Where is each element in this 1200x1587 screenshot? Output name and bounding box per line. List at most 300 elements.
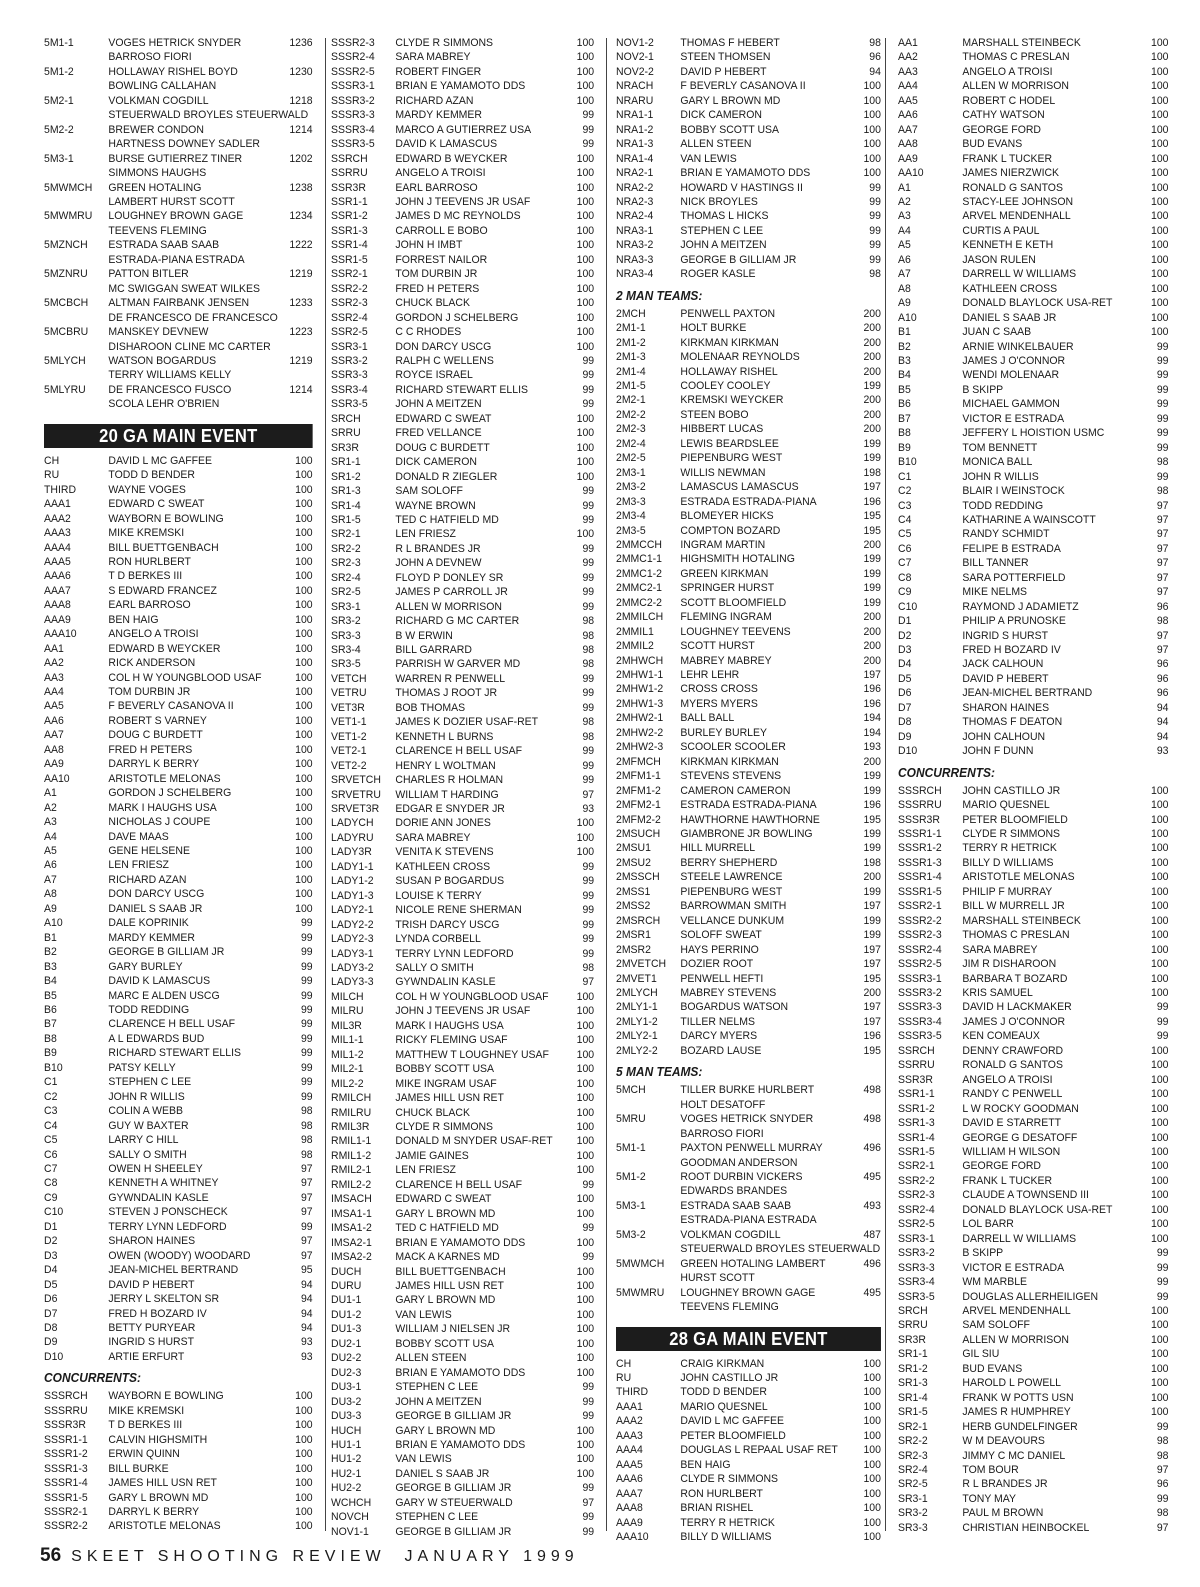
result-row — [44, 94, 313, 108]
result-row — [616, 408, 881, 422]
score: 100 — [295, 859, 313, 872]
shooter-name: VAN LEWIS — [680, 152, 737, 165]
result-row — [898, 914, 1168, 928]
score: 200 — [863, 336, 881, 349]
result-row — [331, 1019, 594, 1033]
score: 496 — [863, 1142, 881, 1155]
score: 100 — [1150, 1348, 1169, 1361]
shooter-name: BARBARA T BOZARD — [962, 972, 1068, 985]
class-code: MIL2-1 — [331, 1063, 364, 1076]
shooter-name: WATSON BOGARDUS — [108, 354, 217, 367]
score: 100 — [1150, 65, 1169, 78]
result-row — [331, 1510, 594, 1524]
score: 100 — [295, 1404, 313, 1417]
result-row — [616, 108, 881, 122]
result-row — [331, 1525, 594, 1539]
result-row — [616, 726, 881, 740]
result-row — [44, 1061, 313, 1075]
score: 100 — [576, 210, 595, 223]
result-row — [331, 686, 594, 700]
class-code: 5MWMRU — [44, 210, 93, 223]
class-code: AA5 — [44, 700, 64, 713]
section-heading: 2 MAN TEAMS: — [616, 287, 703, 303]
result-row — [616, 1414, 881, 1428]
class-code: C1 — [898, 470, 912, 483]
score: 99 — [300, 960, 313, 973]
result-row — [44, 1133, 313, 1147]
result-row — [898, 195, 1168, 209]
result-row — [331, 1409, 594, 1423]
result-row — [331, 152, 594, 166]
shooter-name: WARREN R PENWELL — [395, 672, 506, 685]
result-row — [616, 1443, 881, 1457]
class-code: 2MMC1-1 — [616, 553, 663, 566]
score: 99 — [582, 933, 595, 946]
class-code: 2MHWCH — [616, 654, 664, 667]
class-code: SSRRU — [898, 1059, 935, 1072]
shooter-name: RICKY FLEMING USAF — [395, 1034, 508, 1047]
score: 195 — [863, 1044, 881, 1057]
class-code: SSR3-3 — [898, 1261, 935, 1274]
result-row — [898, 36, 1168, 50]
shooter-name: SARA MABREY — [395, 51, 471, 64]
result-row — [44, 830, 313, 844]
class-code: NRARU — [616, 94, 654, 107]
score: 100 — [576, 817, 595, 830]
shooter-name: ANGELO A TROISI — [962, 1073, 1053, 1086]
result-row — [898, 1174, 1168, 1188]
score: 100 — [576, 1106, 595, 1119]
shooter-name: BRIAN E YAMAMOTO DDS — [395, 80, 526, 93]
shooter-name: MIKE KREMSKI — [108, 1404, 185, 1417]
score: 99 — [582, 701, 595, 714]
result-row — [898, 1362, 1168, 1376]
shooter-name: FELIPE B ESTRADA — [962, 542, 1061, 555]
class-code: B5 — [898, 383, 911, 396]
shooter-name: FORREST NAILOR — [395, 253, 488, 266]
result-row — [331, 238, 594, 252]
result-row — [331, 166, 594, 180]
shooter-name: DARRELL W WILLIAMS — [962, 1232, 1077, 1245]
score: 99 — [582, 1395, 595, 1408]
result-row — [898, 1261, 1168, 1275]
shooter-name: COLIN A WEBB — [108, 1105, 183, 1118]
score: 100 — [1150, 929, 1169, 942]
class-code: C4 — [898, 513, 912, 526]
class-code: 2MLY1-2 — [616, 1015, 658, 1028]
score: 100 — [863, 123, 881, 136]
shooter-name: MOLENAAR REYNOLDS — [680, 351, 800, 364]
class-code: B6 — [44, 1004, 57, 1016]
score: 100 — [295, 772, 313, 785]
shooter-name: MIKE NELMS — [962, 586, 1028, 599]
result-row — [898, 166, 1168, 180]
score: 100 — [576, 1294, 595, 1307]
class-code: HU1-2 — [331, 1453, 362, 1466]
class-code: NOV1-2 — [616, 37, 654, 49]
result-row — [616, 1083, 881, 1097]
result-row — [898, 1318, 1168, 1332]
score: 199 — [863, 437, 881, 450]
result-row — [616, 928, 881, 942]
shooter-name: JAMES HILL USN RET — [395, 1279, 504, 1292]
class-code: SSR2-1 — [898, 1160, 935, 1173]
score: 99 — [582, 1525, 595, 1538]
result-row — [331, 730, 594, 744]
shooter-name: JAMES K DOZIER USAF-RET — [395, 716, 539, 729]
shooter-name: LOUISE K TERRY — [395, 889, 482, 902]
score: 99 — [582, 600, 595, 613]
class-code: AA7 — [898, 123, 918, 136]
shooter-name: STEPHEN C LEE — [395, 1511, 479, 1524]
result-row — [898, 1521, 1168, 1535]
score: 197 — [863, 943, 881, 956]
score: 200 — [863, 394, 881, 407]
score: 100 — [295, 1448, 313, 1461]
result-row — [616, 209, 881, 223]
class-code: SRCH — [331, 412, 361, 425]
shooter-name: T D BERKES III — [108, 1419, 183, 1432]
result-row — [616, 336, 881, 350]
score: 96 — [1156, 658, 1169, 671]
result-row — [898, 527, 1168, 541]
shooter-name: GREEN HOTALING — [108, 181, 202, 194]
result-row — [898, 972, 1168, 986]
score: 100 — [1150, 1362, 1169, 1375]
score: 100 — [295, 1505, 313, 1518]
score: 100 — [863, 1458, 881, 1471]
result-row — [898, 957, 1168, 971]
class-code: 2MLYCH — [616, 987, 658, 999]
score: 199 — [863, 828, 881, 841]
shooter-name: LOUGHNEY BROWN GAGE — [108, 210, 244, 223]
shooter-name: THOMAS C PRESLAN — [962, 51, 1070, 64]
shooter-name: MARSHALL STEINBECK — [962, 37, 1081, 49]
result-row — [898, 311, 1168, 325]
class-code: NRA1-2 — [616, 123, 654, 136]
result-row — [616, 827, 881, 841]
class-code: AA9 — [44, 758, 64, 771]
shooter-name: TOM BENNETT — [962, 441, 1038, 454]
score: 100 — [1150, 109, 1169, 122]
class-code: C9 — [44, 1191, 58, 1204]
class-code: LADY3-2 — [331, 962, 374, 974]
score: 100 — [863, 1400, 881, 1413]
shooter-name: STEVENS STEVENS — [680, 770, 782, 783]
class-code: AA8 — [898, 138, 918, 151]
result-row — [44, 1350, 313, 1364]
result-row — [44, 1234, 313, 1248]
result-row — [331, 1351, 594, 1365]
result-row — [331, 195, 594, 209]
class-code: SSSR1-3 — [898, 856, 942, 869]
shooter-name: PATSY KELLY — [108, 1061, 176, 1074]
score: 100 — [295, 1390, 313, 1403]
class-code: SR1-2 — [898, 1362, 928, 1375]
class-code: NRA3-3 — [616, 253, 654, 266]
score: 199 — [863, 379, 881, 392]
shooter-name: DICK CAMERON — [395, 456, 477, 469]
class-code: SSR2-3 — [898, 1189, 935, 1202]
shooter-name: B W ERWIN — [395, 629, 453, 642]
result-row — [616, 1141, 881, 1155]
score: 487 — [863, 1228, 881, 1241]
shooter-name: DONALD BLAYLOCK USA-RET — [962, 297, 1113, 310]
score: 97 — [1156, 499, 1169, 512]
score: 99 — [582, 1482, 595, 1495]
shooter-name: PAXTON PENWELL MURRAY — [680, 1142, 823, 1155]
result-row — [44, 1519, 313, 1533]
shooter-name: GEORGE FORD — [962, 123, 1042, 136]
score: 100 — [863, 109, 881, 122]
class-code: THIRD — [616, 1386, 649, 1399]
shooter-name: CLARENCE H BELL USAF — [395, 1178, 522, 1191]
result-row — [44, 1321, 313, 1335]
result-row — [898, 397, 1168, 411]
class-code: 2MSSCH — [616, 871, 660, 884]
class-code: C2 — [44, 1090, 58, 1103]
score: 100 — [1150, 297, 1169, 310]
score: 100 — [295, 541, 313, 554]
score: 99 — [1156, 1261, 1169, 1274]
shooter-name: KATHLEEN CROSS — [962, 282, 1058, 295]
shooter-name: THOMAS L HICKS — [680, 210, 769, 223]
shooter-name: A L EDWARDS BUD — [108, 1032, 205, 1045]
class-code: NOV2-1 — [616, 51, 654, 64]
class-code: 2MVETCH — [616, 958, 667, 971]
score: 197 — [863, 481, 881, 494]
class-code: AA10 — [898, 167, 924, 180]
result-row — [898, 108, 1168, 122]
class-code: SR3-2 — [898, 1507, 928, 1520]
result-row — [898, 354, 1168, 368]
class-code: LADYRU — [331, 831, 374, 844]
class-code: SSRCH — [898, 1044, 935, 1057]
result-row — [616, 1516, 881, 1530]
result-row — [44, 1278, 313, 1292]
shooter-name: JEAN-MICHEL BERTRAND — [962, 687, 1093, 700]
score: 100 — [295, 512, 313, 525]
result-row — [331, 1004, 594, 1018]
shooter-name: CHUCK BLACK — [395, 1106, 470, 1119]
class-code: D6 — [898, 687, 912, 700]
result-row — [44, 989, 313, 1003]
shooter-name: DONALD R ZIEGLER — [395, 470, 498, 483]
result-row — [331, 831, 594, 845]
class-code: SSR1-2 — [331, 210, 368, 223]
score: 93 — [1156, 745, 1169, 758]
class-code: D10 — [898, 745, 918, 758]
score: 99 — [582, 947, 595, 960]
shooter-name: JOHN J TEEVENS JR USAF — [395, 195, 531, 208]
score: 100 — [576, 1092, 595, 1105]
score: 197 — [863, 900, 881, 913]
result-row — [898, 744, 1168, 758]
shooter-name: WAYNE BROWN — [395, 499, 476, 512]
result-row — [331, 1265, 594, 1279]
class-code: D7 — [898, 701, 912, 714]
shooter-name: RONALD G SANTOS — [962, 1059, 1063, 1072]
result-row — [898, 1116, 1168, 1130]
score: 493 — [863, 1199, 881, 1212]
result-row — [331, 94, 594, 108]
score: 100 — [576, 195, 595, 208]
shooter-name: BEN HAIG — [680, 1458, 731, 1471]
shooter-name: ESTRADA SAAB SAAB — [680, 1199, 792, 1212]
shooter-name: DORIE ANN JONES — [395, 817, 491, 830]
score: 100 — [576, 1438, 595, 1451]
class-code: RU — [616, 1371, 632, 1384]
score: 199 — [863, 784, 881, 797]
score: 100 — [1150, 900, 1169, 913]
score: 99 — [582, 687, 595, 700]
shooter-name: DOUG C BURDETT — [108, 729, 203, 742]
shooter-name: JUAN C SAAB — [962, 326, 1032, 339]
class-code: 2M1-2 — [616, 336, 646, 349]
shooter-name: JOHN A MEITZEN — [680, 239, 767, 252]
result-row — [898, 79, 1168, 93]
team-names-continued: EDWARDS BRANDES — [680, 1185, 788, 1198]
class-code: DU2-3 — [331, 1366, 362, 1379]
score: 200 — [863, 654, 881, 667]
score: 100 — [1150, 885, 1169, 898]
class-code: 2MVET1 — [616, 972, 657, 985]
score: 100 — [576, 1149, 595, 1162]
shooter-name: MACK A KARNES MD — [395, 1251, 500, 1264]
score: 99 — [582, 485, 595, 498]
score: 100 — [295, 902, 313, 915]
result-row — [898, 412, 1168, 426]
score: 100 — [295, 599, 313, 612]
shooter-name: L W ROCKY GOODMAN — [962, 1102, 1079, 1115]
score: 100 — [1150, 123, 1169, 136]
shooter-name: INGRID S HURST — [108, 1336, 194, 1349]
class-code: SSSR3-2 — [898, 987, 942, 999]
score: 99 — [582, 369, 595, 382]
result-row — [44, 1433, 313, 1447]
shooter-name: FRED H BOZARD IV — [108, 1307, 207, 1320]
result-row — [331, 802, 594, 816]
class-code: 2MSUCH — [616, 828, 661, 841]
score: 100 — [576, 831, 595, 844]
score: 1214 — [289, 383, 313, 396]
score: 100 — [295, 642, 313, 655]
shooter-name: RICHARD STEWART ELLIS — [108, 1047, 241, 1060]
result-row — [44, 815, 313, 829]
class-code: 2MLY1-1 — [616, 1001, 658, 1014]
class-code: SSSR2-1 — [44, 1505, 88, 1518]
class-code: B10 — [44, 1061, 63, 1074]
result-row — [898, 340, 1168, 354]
result-row — [616, 365, 881, 379]
result-row — [331, 1322, 594, 1336]
class-code: SSSR1-5 — [44, 1491, 88, 1504]
score: 97 — [1156, 557, 1169, 570]
result-row — [616, 856, 881, 870]
result-row — [331, 903, 594, 917]
result-row — [331, 657, 594, 671]
class-code: AAA3 — [616, 1429, 643, 1442]
shooter-name: DANIEL S SAAB JR — [962, 311, 1057, 324]
score: 495 — [863, 1286, 881, 1299]
shooter-name: CATHY WATSON — [962, 109, 1045, 122]
class-code: NRA3-2 — [616, 239, 654, 252]
result-row — [616, 1199, 881, 1213]
score: 99 — [1156, 1015, 1169, 1028]
result-row — [616, 267, 881, 281]
result-row — [616, 152, 881, 166]
score: 100 — [1150, 1131, 1169, 1144]
score: 100 — [295, 469, 313, 482]
shooter-name: R L BRANDES JR — [395, 542, 481, 555]
shooter-name: R L BRANDES JR — [962, 1478, 1048, 1491]
shooter-name: ROGER KASLE — [680, 268, 756, 281]
class-code: LADY1-2 — [331, 875, 374, 888]
score: 98 — [1156, 1507, 1169, 1520]
score: 100 — [1150, 1044, 1169, 1057]
class-code: A2 — [898, 195, 911, 208]
result-row — [616, 957, 881, 971]
shooter-name: ESTRADA SAAB SAAB — [108, 239, 220, 252]
class-code: B4 — [898, 369, 911, 382]
score: 200 — [863, 351, 881, 364]
class-code: 5M1-1 — [616, 1142, 646, 1155]
class-code: A10 — [44, 917, 63, 930]
score: 1223 — [289, 326, 313, 339]
score: 99 — [582, 1410, 595, 1423]
result-row — [44, 757, 313, 771]
score: 100 — [863, 1429, 881, 1442]
result-row — [616, 596, 881, 610]
class-code: VET3R — [331, 701, 365, 714]
result-row — [44, 497, 313, 511]
shooter-name: GARY BURLEY — [108, 960, 183, 973]
class-code: DU1-1 — [331, 1294, 362, 1307]
result-row — [44, 685, 313, 699]
score: 100 — [295, 570, 313, 583]
shooter-name: PHILIP A PRUNOSKE — [962, 615, 1066, 628]
score: 96 — [1156, 672, 1169, 685]
result-row — [898, 827, 1168, 841]
team-names-continued: SCOLA LEHR O'BRIEN — [108, 398, 220, 411]
result-row — [898, 870, 1168, 884]
class-code: SSSR3-3 — [898, 1001, 942, 1014]
shooter-name: RON HURLBERT — [108, 555, 191, 568]
shooter-name: BLOMEYER HICKS — [680, 510, 774, 523]
shooter-name: THOMAS J ROOT JR — [395, 687, 498, 700]
result-row — [898, 65, 1168, 79]
class-code: SR2-1 — [331, 528, 361, 541]
score: 100 — [295, 686, 313, 699]
score: 100 — [576, 1063, 595, 1076]
class-code: 2M3-5 — [616, 524, 646, 537]
shooter-name: BETTY PURYEAR — [108, 1321, 196, 1334]
result-row — [44, 1176, 313, 1190]
score: 100 — [1150, 138, 1169, 151]
result-row — [331, 253, 594, 267]
class-code: C6 — [898, 542, 912, 555]
score: 100 — [1150, 958, 1169, 971]
shooter-name: JEAN-MICHEL BERTRAND — [108, 1264, 239, 1277]
result-row — [331, 368, 594, 382]
class-code: D5 — [44, 1278, 58, 1291]
score: 1234 — [289, 210, 313, 223]
result-row — [898, 943, 1168, 957]
result-row — [44, 598, 313, 612]
score: 98 — [582, 644, 595, 657]
shooter-name: PETER BLOOMFIELD — [962, 813, 1068, 826]
shooter-name: CHARLES R HOLMAN — [395, 774, 504, 787]
